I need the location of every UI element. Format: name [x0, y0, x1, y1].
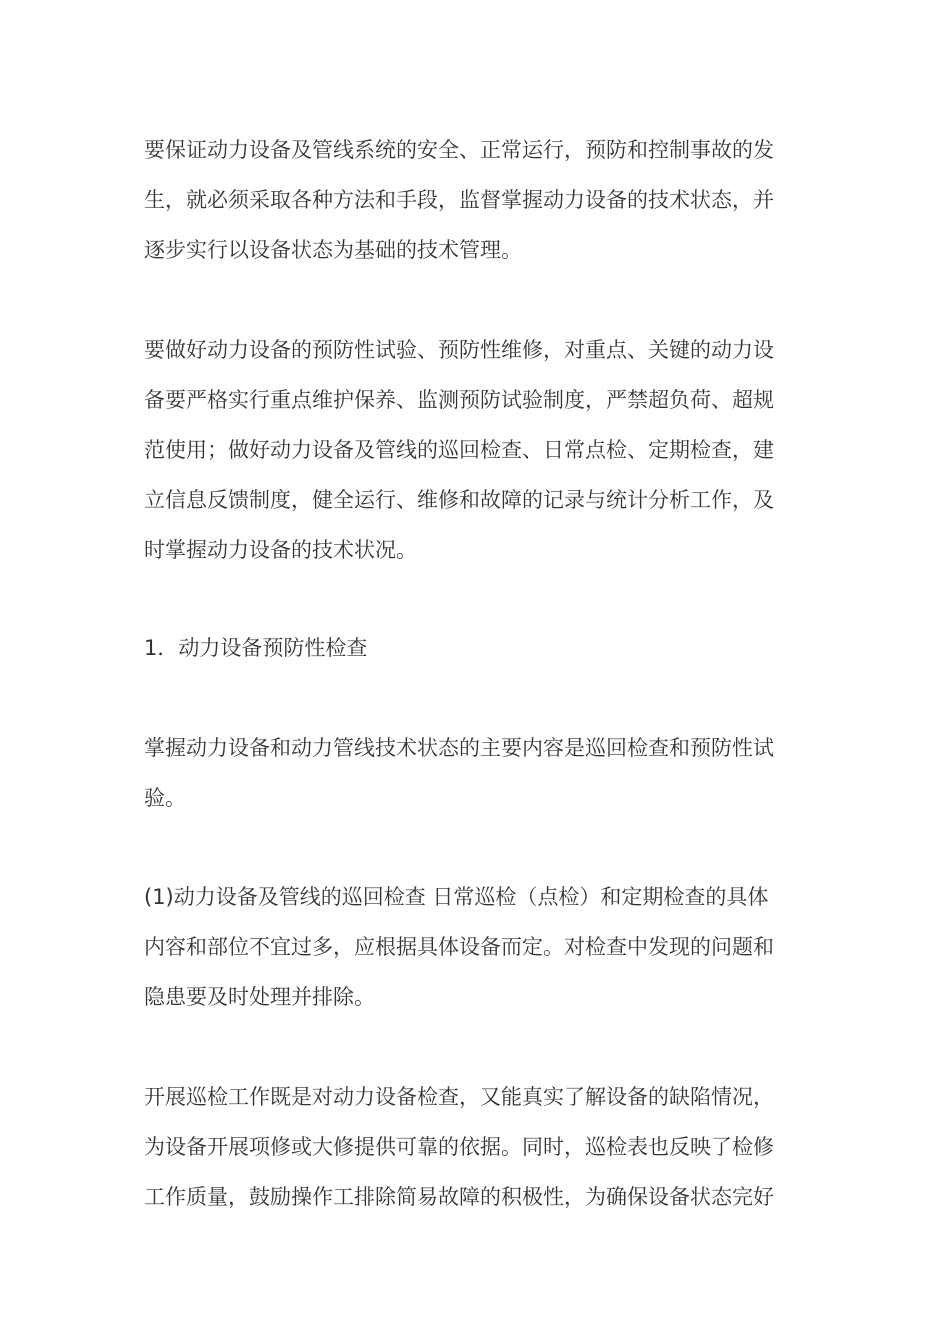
text-line: 立信息反馈制度，健全运行、维修和故障的记录与统计分析工作，及 [144, 488, 774, 512]
text-line: 工作质量，鼓励操作工排除简易故障的积极性，为确保设备状态完好 [144, 1185, 774, 1209]
text-line: 内容和部位不宜过多，应根据具体设备而定。对检查中发现的问题和 [144, 935, 774, 959]
text-line: 开展巡检工作既是对动力设备检查，又能真实了解设备的缺陷情况， [144, 1085, 774, 1109]
text-line: 范使用；做好动力设备及管线的巡回检查、日常点检、定期检查，建 [144, 438, 774, 462]
text-line: (1)动力设备及管线的巡回检查 日常巡检（点检）和定期检查的具体 [144, 885, 769, 909]
paragraph-inspection [144, 872, 792, 1022]
text-line: 时掌握动力设备的技术状况。 [144, 538, 417, 562]
text-line: 逐步实行以设备状态为基础的技术管理。 [144, 238, 522, 262]
text-line: 要做好动力设备的预防性试验、预防性维修，对重点、关键的动力设 [144, 338, 774, 362]
text-line: 备要严格实行重点维护保养、监测预防试验制度，严禁超负荷、超规 [144, 388, 774, 412]
text-line: 为设备开展项修或大修提供可靠的依据。同时，巡检表也反映了检修 [144, 1135, 774, 1159]
heading-text: 1．动力设备预防性检查 [144, 636, 368, 660]
text-line: 要保证动力设备及管线系统的安全、正常运行，预防和控制事故的发 [144, 138, 774, 162]
section-heading [144, 623, 792, 673]
paragraph-maintenance [144, 325, 792, 575]
text-line: 验。 [144, 786, 186, 810]
text-line: 掌握动力设备和动力管线技术状态的主要内容是巡回检查和预防性试 [144, 736, 774, 760]
text-line: 生，就必须采取各种方法和手段，监督掌握动力设备的技术状态，并 [144, 188, 774, 212]
paragraph-main-content [144, 723, 792, 823]
text-line: 隐患要及时处理并排除。 [144, 985, 375, 1009]
paragraph-intro [144, 125, 792, 275]
paragraph-patrol [144, 1072, 792, 1222]
